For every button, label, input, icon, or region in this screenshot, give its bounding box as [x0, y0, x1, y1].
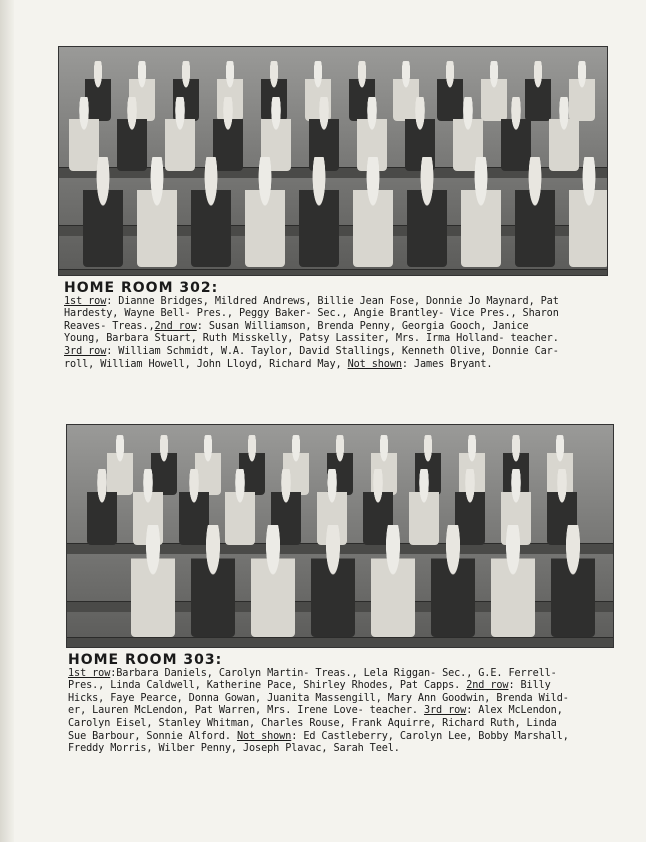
person-figure [191, 525, 235, 637]
person-figure [131, 525, 175, 637]
caption-line: Pres., Linda Caldwell, Katherine Pace, Shirley Rhodes, Pat Capps. 2nd row: Billy [68, 680, 551, 692]
person-figure [137, 157, 177, 267]
class-photo-303 [66, 424, 614, 648]
caption-line: Hicks, Faye Pearce, Donna Gowan, Juanita Massengill, Mary Ann Goodwin, Brenda Wild- [68, 692, 569, 704]
caption-line: Freddy Morris, Wilber Penny, Joseph Plavac, Sarah Teel. [68, 743, 400, 755]
person-figure [83, 157, 123, 267]
caption-line: Hardesty, Wayne Bell- Pres., Peggy Baker- Sec., Angie Brantley- Vice Pres., Sharon [64, 308, 559, 320]
heading-303: HOME ROOM 303: [68, 652, 223, 668]
caption-line: 1st row:Barbara Daniels, Carolyn Martin- Treas., Lela Riggan- Sec., G.E. Ferrell- [68, 667, 557, 679]
person-figure [353, 157, 393, 267]
person-figure [299, 157, 339, 267]
person-figure [245, 157, 285, 267]
person-figure [87, 469, 117, 545]
caption-302 [64, 282, 559, 371]
class-photo-302 [58, 46, 608, 276]
caption-line: Carolyn Eisel, Stanley Whitman, Charles Rouse, Frank Aquirre, Richard Ruth, Linda [68, 717, 557, 729]
person-figure [311, 525, 355, 637]
caption-line: 3rd row: William Schmidt, W.A. Taylor, David Stallings, Kenneth Olive, Donnie Car- [64, 345, 559, 357]
caption-line: 1st row: Dianne Bridges, Mildred Andrews, Billie Jean Fose, Donnie Jo Maynard, Pat [64, 295, 559, 307]
heading-302: HOME ROOM 302: [64, 280, 219, 296]
person-figure [569, 157, 608, 267]
page-binding-edge [0, 0, 14, 842]
caption-line: Reaves- Treas.,2nd row: Susan Williamson, Brenda Penny, Georgia Gooch, Janice [64, 320, 529, 332]
person-figure [191, 157, 231, 267]
caption-303 [68, 654, 569, 756]
person-figure [431, 525, 475, 637]
caption-line: er, Lauren McLendon, Pat Warren, Mrs. Irene Love- teacher. 3rd row: Alex McLendon, [68, 705, 563, 717]
caption-line: roll, William Howell, John Lloyd, Richard May, Not shown: James Bryant. [64, 358, 493, 370]
person-figure [551, 525, 595, 637]
person-figure [461, 157, 501, 267]
person-figure [371, 525, 415, 637]
person-figure [515, 157, 555, 267]
person-figure [251, 525, 295, 637]
person-figure [407, 157, 447, 267]
caption-line: Young, Barbara Stuart, Ruth Misskelly, Patsy Lassiter, Mrs. Irma Holland- teacher. [64, 333, 559, 345]
caption-line: Sue Barbour, Sonnie Alford. Not shown: Ed Castleberry, Carolyn Lee, Bobby Marshall, [68, 730, 569, 742]
person-figure [491, 525, 535, 637]
